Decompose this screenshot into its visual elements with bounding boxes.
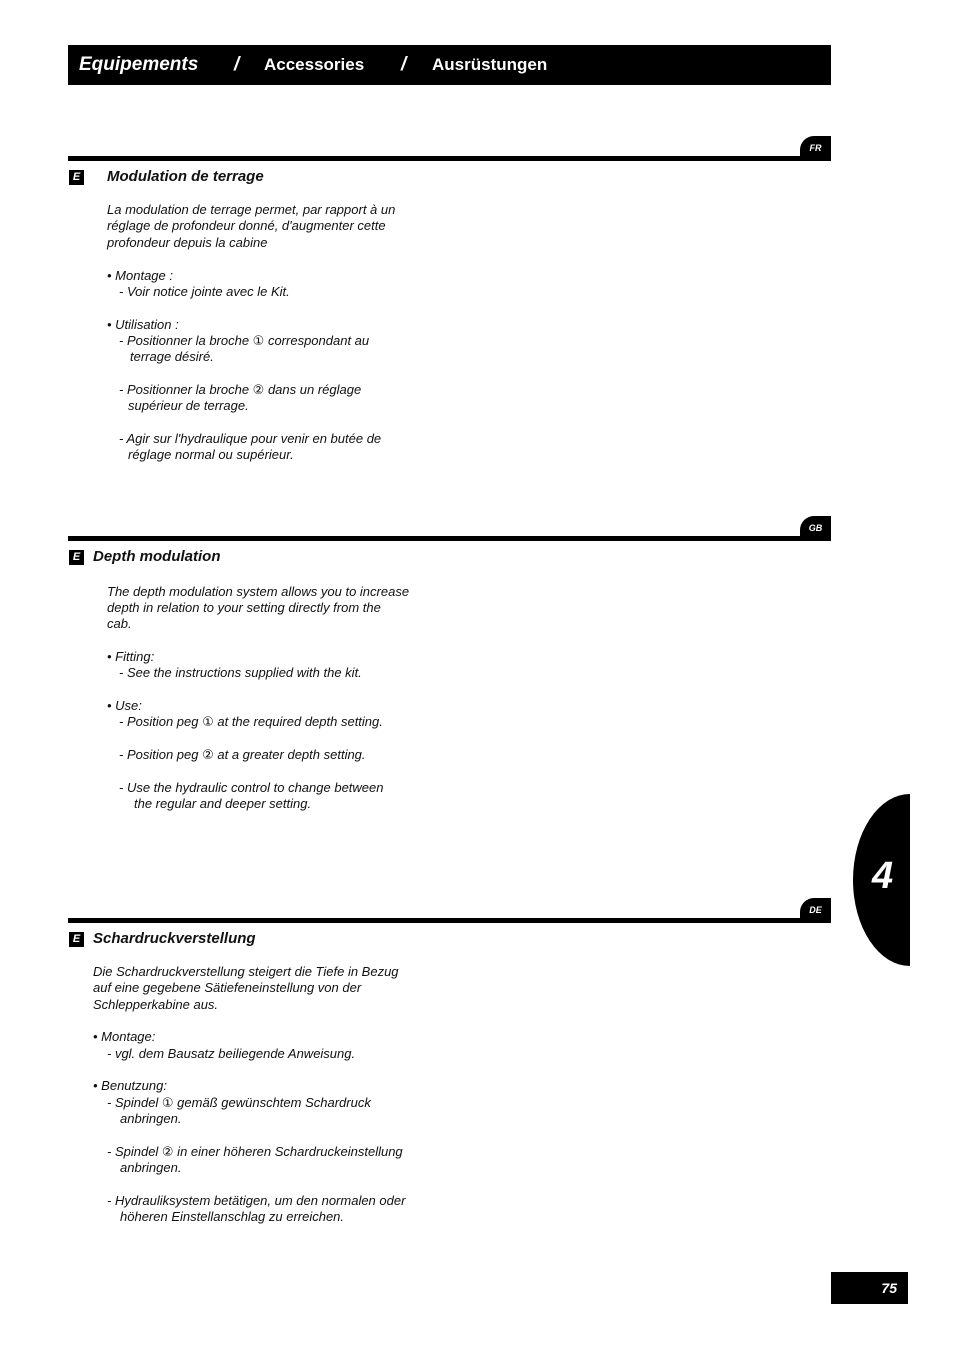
- sub-item-continued: supérieur de terrage.: [128, 398, 249, 413]
- header-title-en: Accessories: [264, 55, 365, 74]
- language-tab-de: DE: [800, 898, 831, 922]
- section-divider: [68, 156, 831, 161]
- body-line: depth in relation to your setting directly from the: [107, 600, 381, 615]
- sub-item-continued: anbringen.: [120, 1160, 182, 1175]
- body-line: The depth modulation system allows you to increase: [107, 584, 410, 599]
- page-header: [68, 45, 831, 85]
- bullet-item: • Utilisation :: [107, 317, 179, 332]
- section-marker: E: [69, 932, 84, 947]
- sub-item: - See the instructions supplied with the kit.: [119, 665, 362, 680]
- sub-item: - Positionner la broche ① correspondant au: [119, 333, 370, 348]
- bullet-item: • Montage :: [107, 268, 173, 283]
- sub-item: - Voir notice jointe avec le Kit.: [119, 284, 290, 299]
- page-number: 75: [831, 1272, 908, 1304]
- sub-item-continued: terrage désiré.: [130, 349, 214, 364]
- header-title-de: Ausrüstungen: [432, 55, 548, 74]
- bullet-item: • Fitting:: [107, 649, 155, 664]
- section-divider: [68, 918, 831, 923]
- section-marker: E: [69, 170, 84, 185]
- bullet-item: • Benutzung:: [93, 1078, 167, 1093]
- body-line: Schlepperkabine aus.: [93, 997, 219, 1012]
- bullet-item: • Use:: [107, 698, 142, 713]
- sub-item: - Positionner la broche ② dans un réglage: [119, 382, 362, 397]
- section-divider: [68, 536, 831, 541]
- chapter-number: 4: [872, 855, 894, 897]
- sub-item: - Use the hydraulic control to change between: [119, 780, 384, 795]
- language-tab-fr: FR: [800, 136, 831, 160]
- body-line: auf eine gegebene Sätiefeneinstellung von der: [93, 980, 362, 995]
- body-line: La modulation de terrage permet, par rapport à un: [107, 202, 396, 217]
- bullet-item: • Montage:: [93, 1029, 156, 1044]
- section-title-fr: Modulation de terrage: [107, 168, 264, 185]
- body-line: Die Schardruckverstellung steigert die Tiefe in Bezug: [93, 964, 399, 979]
- sub-item: - Spindel ① gemäß gewünschtem Schardruck: [107, 1095, 371, 1110]
- section-marker: E: [69, 550, 84, 565]
- body-line: réglage de profondeur donné, d'augmenter cette: [107, 218, 386, 233]
- header-separator: /: [401, 54, 407, 75]
- sub-item: - Agir sur l'hydraulique pour venir en butée de: [119, 431, 382, 446]
- sub-item: - Position peg ② at a greater depth setting.: [119, 747, 366, 762]
- header-title-fr: Equipements: [79, 54, 199, 75]
- section-title-gb: Depth modulation: [93, 548, 221, 565]
- header-separator: /: [234, 54, 240, 75]
- sub-item-continued: höheren Einstellanschlag zu erreichen.: [120, 1209, 345, 1224]
- sub-item-continued: the regular and deeper setting.: [134, 796, 312, 811]
- sub-item-continued: anbringen.: [120, 1111, 182, 1126]
- sub-item: - Position peg ① at the required depth setting.: [119, 714, 383, 729]
- section-title-de: Schardruckverstellung: [93, 930, 256, 947]
- language-tab-gb: GB: [800, 516, 831, 540]
- body-line: cab.: [107, 616, 132, 631]
- sub-item: - vgl. dem Bausatz beiliegende Anweisung.: [107, 1046, 356, 1061]
- chapter-tab: [853, 794, 910, 966]
- sub-item-continued: réglage normal ou supérieur.: [128, 447, 294, 462]
- sub-item: - Hydrauliksystem betätigen, um den normalen oder: [107, 1193, 406, 1208]
- sub-item: - Spindel ② in einer höheren Schardruckeinstellung: [107, 1144, 403, 1159]
- body-line: profondeur depuis la cabine: [107, 235, 268, 250]
